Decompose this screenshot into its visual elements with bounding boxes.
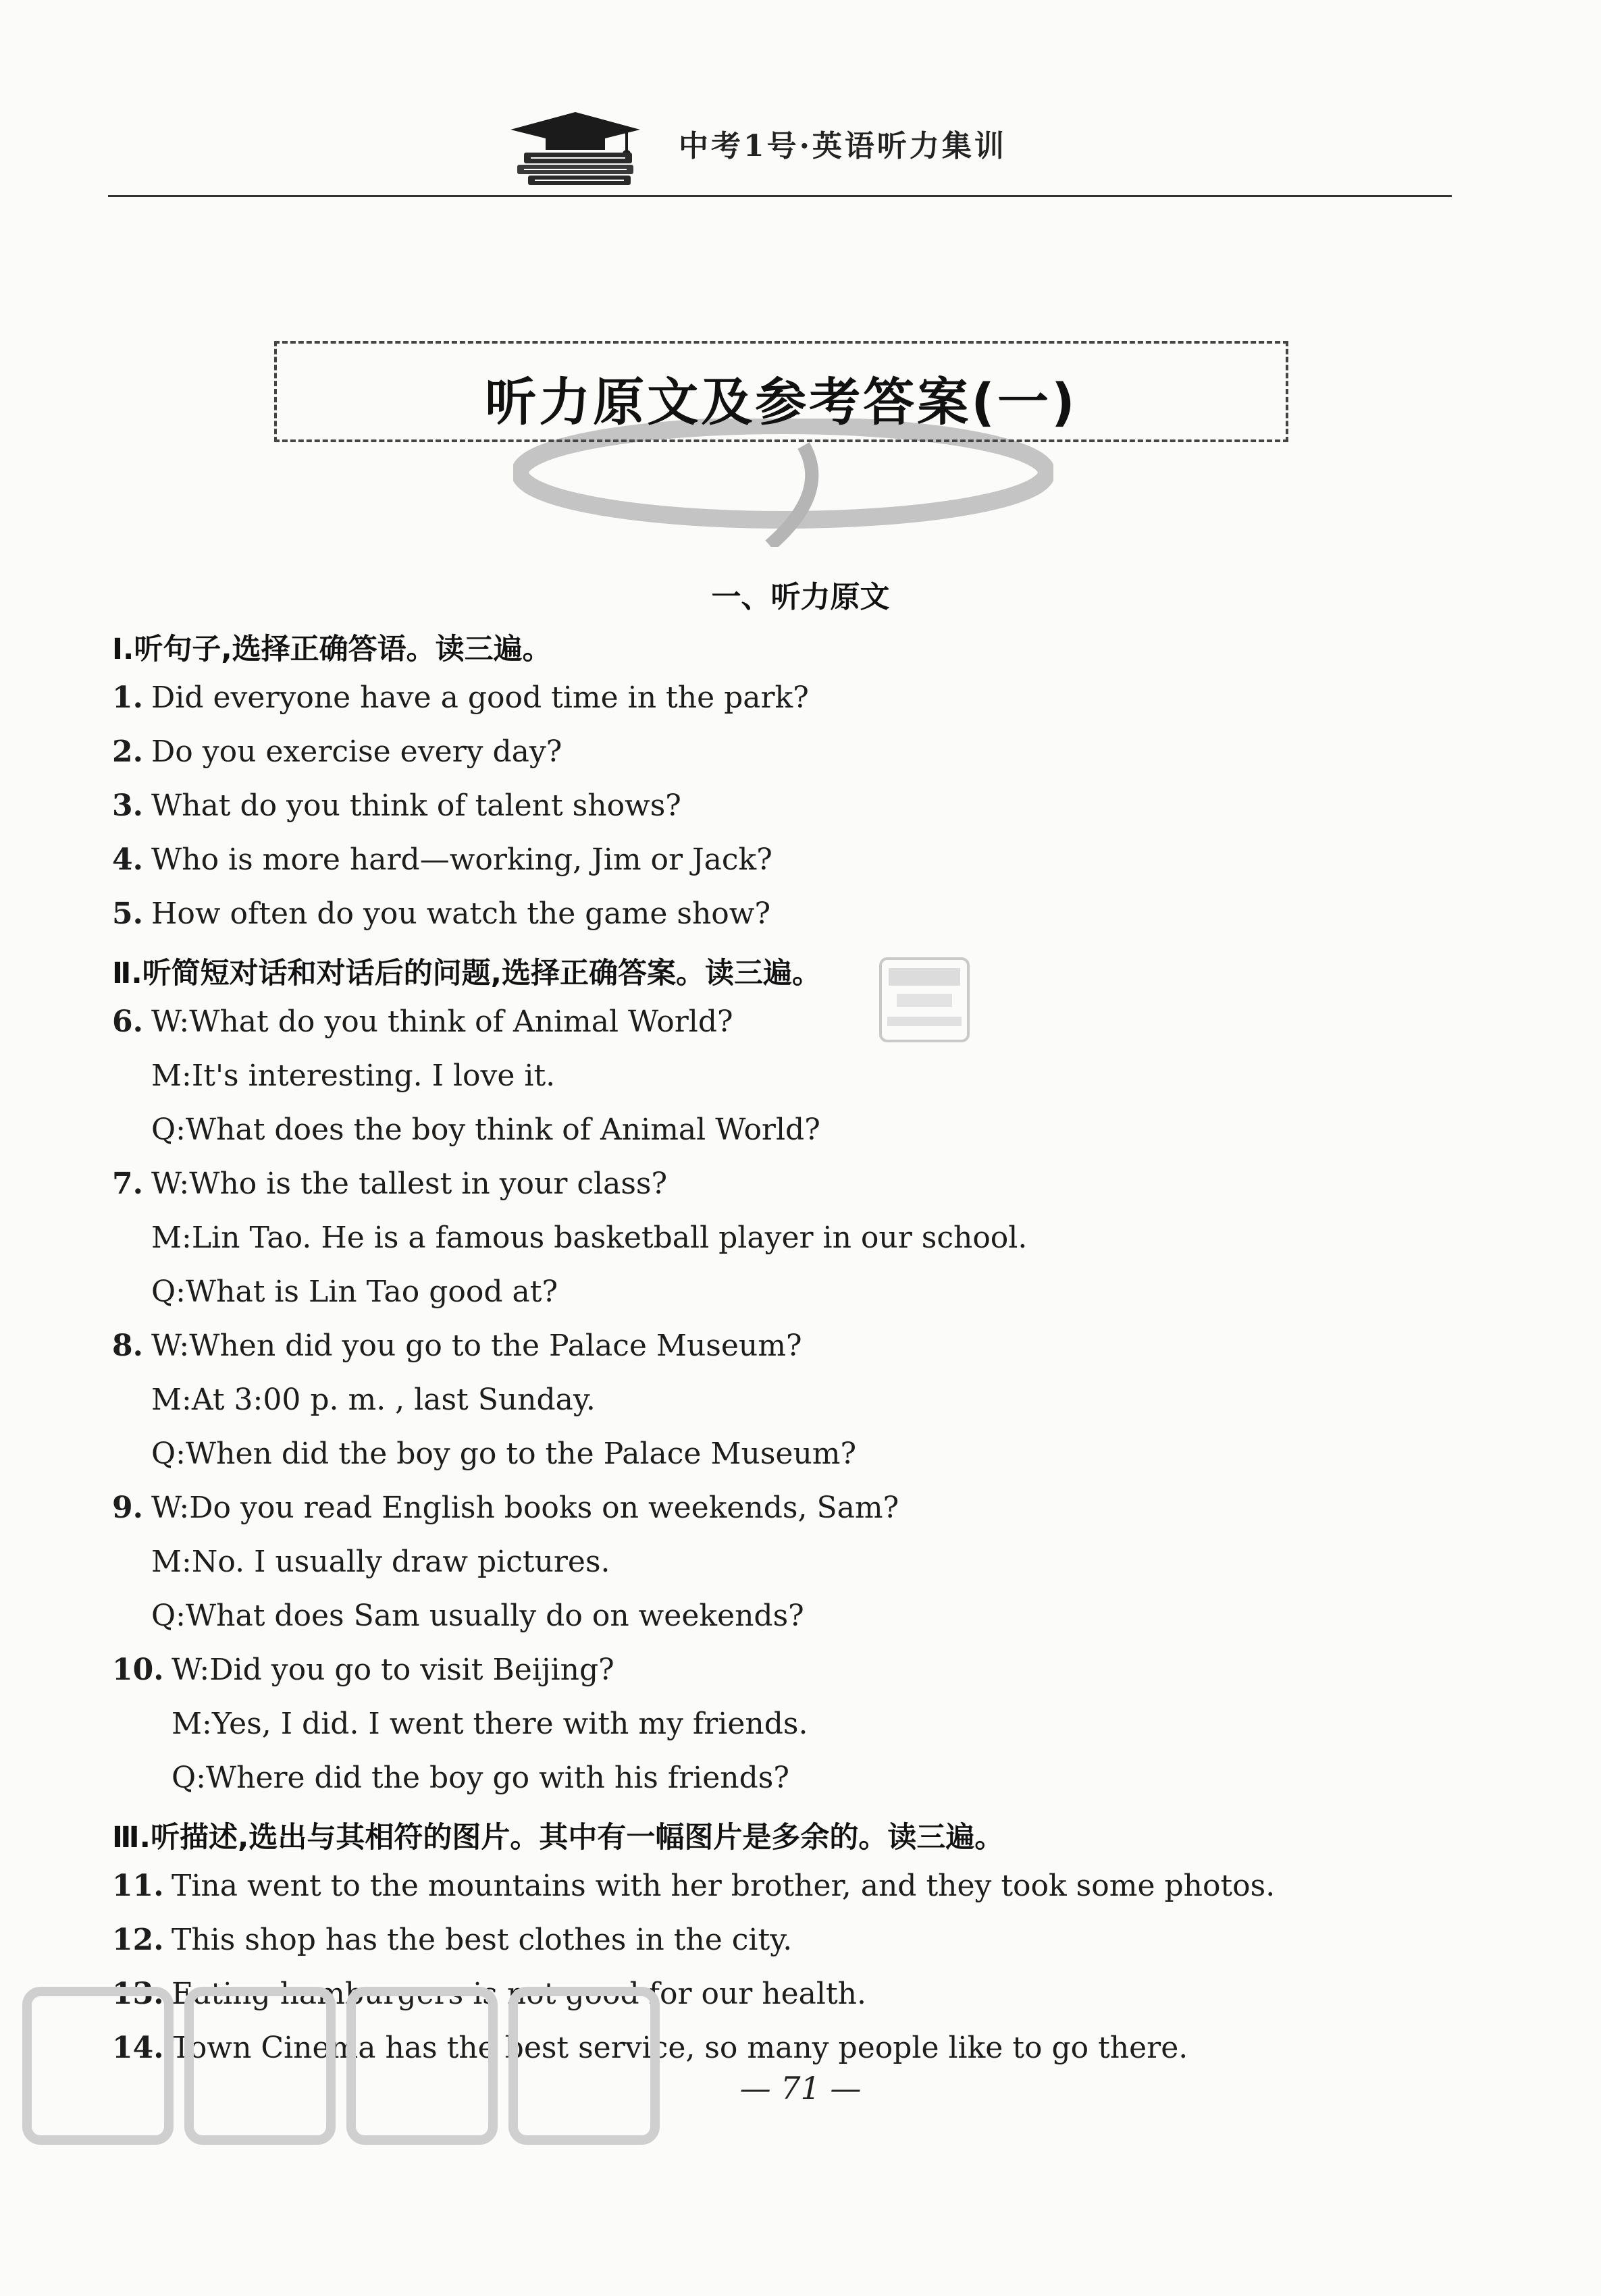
- dialogue-line: [151, 1275, 558, 1309]
- question-item: [112, 843, 772, 877]
- item-text: Tina went to the mountains with her brother, and they took some photos.: [172, 1869, 1276, 1903]
- item-number: 6.: [112, 1005, 143, 1039]
- item-number: 5.: [112, 897, 143, 931]
- header-title: 中考1号·英语听力集训: [679, 129, 1007, 163]
- footer-watermark: [20, 1978, 668, 2154]
- question-item: [112, 1329, 802, 1363]
- question-section-heading: [112, 951, 821, 992]
- question-item: [112, 1923, 792, 1957]
- item-text: Who is more hard—working, Jim or Jack?: [151, 843, 772, 877]
- item-text: How often do you watch the game show?: [151, 897, 771, 931]
- dialogue-text: Q:What does the boy think of Animal World?: [151, 1113, 820, 1147]
- dialogue-text: M:No. I usually draw pictures.: [151, 1545, 610, 1579]
- dialogue-line: [151, 1599, 804, 1633]
- question-item: [112, 789, 681, 823]
- item-number: 8.: [112, 1329, 143, 1363]
- heading-text: Ⅱ.听简短对话和对话后的问题,选择正确答案。读三遍。: [112, 957, 821, 990]
- dialogue-text: Q:When did the boy go to the Palace Museum?: [151, 1437, 857, 1471]
- dialogue-line: [151, 1437, 856, 1471]
- item-text: Eating hamburgers is not good for our health.: [172, 1977, 866, 2011]
- item-number: 2.: [112, 735, 143, 769]
- question-item: [112, 1167, 667, 1201]
- dialogue-line: [151, 1545, 610, 1579]
- header-divider: [108, 195, 1452, 197]
- question-section-heading: [112, 626, 552, 668]
- dialogue-line: [172, 1707, 808, 1741]
- dialogue-line: [172, 1761, 789, 1795]
- question-item: [112, 1653, 614, 1687]
- dialogue-line: [151, 1113, 820, 1147]
- item-text: What do you think of talent shows?: [151, 789, 681, 823]
- seal-stamp-icon: [875, 953, 974, 1046]
- item-number: 4.: [112, 843, 143, 877]
- item-text: Did everyone have a good time in the park?: [151, 680, 809, 715]
- item-number: 3.: [112, 789, 143, 823]
- question-section-heading: [112, 1815, 1003, 1856]
- dialogue-line: [151, 1059, 555, 1093]
- dialogue-text: M:At 3:00 p. m. , last Sunday.: [151, 1383, 596, 1417]
- item-number: 12.: [112, 1923, 164, 1957]
- item-number: 1.: [112, 680, 143, 715]
- item-number: 14.: [112, 2031, 164, 2065]
- item-text: This shop has the best clothes in the city.: [172, 1923, 793, 1957]
- graduation-cap-books-icon: [508, 107, 643, 188]
- item-number: 11.: [112, 1869, 164, 1903]
- dialogue-text: Q:Where did the boy go with his friends?: [172, 1761, 789, 1795]
- page-title: 听力原文及参考答案(一): [485, 372, 1078, 432]
- page-number: — 71 —: [739, 2070, 862, 2106]
- item-number: 10.: [112, 1653, 164, 1687]
- item-text: W:Who is the tallest in your class?: [151, 1167, 668, 1201]
- item-number: 7.: [112, 1167, 143, 1201]
- item-text: Do you exercise every day?: [151, 735, 562, 769]
- dialogue-line: [151, 1221, 1027, 1255]
- question-item: [112, 1005, 733, 1039]
- item-number: 9.: [112, 1491, 143, 1525]
- item-text: W:What do you think of Animal World?: [151, 1005, 733, 1039]
- item-number: 13.: [112, 1977, 164, 2011]
- item-text: W:When did you go to the Palace Museum?: [151, 1329, 802, 1363]
- question-item: [112, 897, 770, 931]
- item-text: W:Do you read English books on weekends, Sam?: [151, 1491, 899, 1525]
- dialogue-line: [151, 1383, 596, 1417]
- section-heading: 一、听力原文: [711, 580, 890, 614]
- dialogue-text: Q:What is Lin Tao good at?: [151, 1275, 558, 1309]
- item-text: W:Did you go to visit Beijing?: [172, 1653, 614, 1687]
- dialogue-text: M:Yes, I did. I went there with my friends.: [172, 1707, 808, 1741]
- question-item: [112, 735, 562, 769]
- dialogue-text: Q:What does Sam usually do on weekends?: [151, 1599, 804, 1633]
- dialogue-text: M:It's interesting. I love it.: [151, 1059, 556, 1093]
- question-item: [112, 1491, 899, 1525]
- question-item: [112, 1869, 1275, 1903]
- heading-text: Ⅲ.听描述,选出与其相符的图片。其中有一幅图片是多余的。读三遍。: [112, 1821, 1004, 1854]
- question-item: [112, 680, 809, 715]
- item-text: Town Cinema has the best service, so many people like to go there.: [172, 2031, 1188, 2065]
- heading-text: Ⅰ.听句子,选择正确答语。读三遍。: [112, 633, 552, 666]
- dialogue-text: M:Lin Tao. He is a famous basketball player in our school.: [151, 1221, 1028, 1255]
